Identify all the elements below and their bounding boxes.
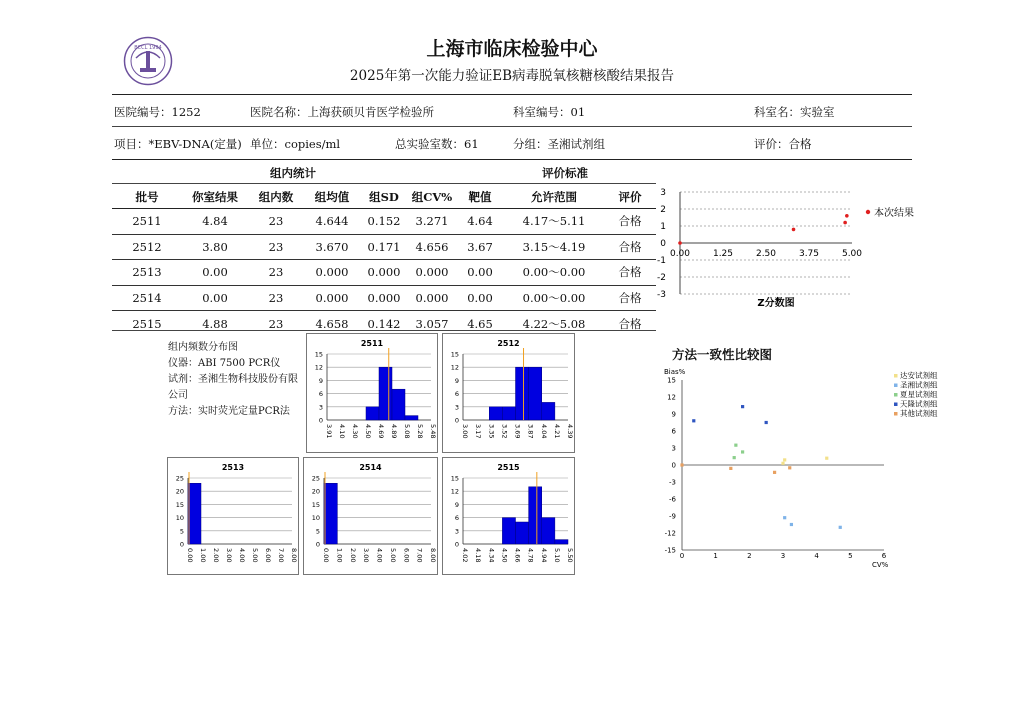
method-x-tick: 2 [747,552,752,560]
hist-x-tick: 0.00 [186,548,194,563]
hist-y-tick: 3 [318,403,323,412]
hist-x-tick: 3.87 [526,424,535,439]
hist-y-tick: 9 [454,376,459,385]
hist-x-tick: 8.00 [429,548,437,563]
hist-x-tick: 3.00 [225,548,233,563]
hist-y-tick: 15 [450,474,459,483]
col-group-mean: 组均值 [314,190,350,204]
hist-x-tick: 4.18 [474,548,483,563]
z-y-tick: -3 [657,290,666,300]
hist-x-tick: 5.50 [566,548,574,563]
hist-y-tick: 15 [175,500,184,509]
table-row [112,234,656,260]
method-y-tick: -9 [669,512,676,521]
hist-x-tick: 5.10 [552,548,561,563]
method-point [733,456,736,459]
cell: 0.00～0.00 [504,260,604,286]
cell: 4.65 [467,316,493,331]
hist-x-tick: 4.04 [539,424,548,439]
hist-y-tick: 6 [454,514,459,523]
z-y-tick: -1 [657,256,666,266]
method-point [839,526,842,529]
cell: 23 [248,209,304,235]
col-range: 允许范围 [531,190,577,204]
hist-y-tick: 3 [454,527,459,536]
cell: 23 [248,234,304,260]
hist-y-tick: 6 [454,390,459,399]
hist-x-tick: 4.00 [375,548,384,563]
z-y-tick: 3 [660,188,666,198]
cell: 合格 [604,234,656,260]
center-name: 上海市临床检验中心 [426,38,598,60]
hist-title: 2515 [497,463,520,472]
z-point [845,214,849,218]
method-point [741,405,744,408]
results-table [112,186,656,336]
hist-x-tick: 4.21 [552,424,561,439]
method-legend-label: 其他试剂组 [900,409,938,418]
method-point [783,458,786,461]
z-point [792,228,796,232]
cell: 2512 [112,234,182,260]
hist-y-tick: 20 [311,487,320,496]
hist-x-tick: 6.00 [264,548,272,563]
cell: 23 [248,285,304,311]
hist-x-tick: 5.48 [429,424,437,439]
hist-y-tick: 10 [311,514,320,523]
cell: 0.00～0.00 [504,285,604,311]
z-y-tick: 0 [660,239,666,249]
dept-name: 科室名：实验室 [754,105,835,119]
dept-code: 科室编号：01 [513,105,586,119]
cell: 3.057 [415,316,449,331]
method-y-tick: -15 [664,546,676,555]
col-your-result: 你室结果 [192,190,238,204]
hist-y-tick: 0 [318,416,323,425]
hist-x-tick: 5.28 [416,424,424,439]
method-point [788,466,791,469]
cell: 0.000 [408,260,456,286]
cell: 0.00 [456,260,504,286]
cell: 3.670 [304,234,360,260]
hist-bar [489,407,502,420]
hist-y-tick: 6 [318,390,323,399]
hist-y-tick: 12 [314,363,323,372]
z-legend-label: 本次结果 [874,208,914,219]
hist-bar [516,367,529,420]
cell: 4.22～5.08 [522,316,586,331]
hist-x-tick: 3.17 [474,424,483,439]
method-legend-marker [894,403,898,407]
hist-y-tick: 15 [311,500,320,509]
hist-x-tick: 4.10 [338,424,346,439]
col-group-count: 组内数 [258,190,294,204]
z-y-tick: 1 [660,222,666,232]
cell: 4.656 [408,234,456,260]
hist-x-tick: 3.35 [487,424,496,439]
evaluation-label: 评价：合格 [754,137,812,151]
cell: 2513 [112,260,182,286]
method-y-tick: 0 [671,461,676,470]
hist-x-tick: 3.52 [500,424,509,439]
hist-x-tick: 4.34 [487,548,496,563]
z-x-tick: 1.25 [712,249,734,259]
cell: 23 [268,316,284,331]
method-x-tick: 6 [881,552,887,560]
method-x-tick: 1 [713,552,718,560]
hist-y-tick: 25 [311,474,320,483]
hist-y-tick: 15 [450,350,459,359]
hist-bar [516,522,529,544]
item-name: 项目：*EBV-DNA(定量) [114,137,242,151]
cell: 0.000 [304,285,360,311]
hist-y-tick: 15 [314,350,323,359]
cell: 合格 [604,209,656,235]
hist-x-tick: 4.50 [500,548,509,563]
z-score-chart [654,184,914,314]
hospital-code: 医院编号：1252 [114,105,201,119]
hist-x-tick: 4.39 [566,424,574,439]
method-point [790,523,793,526]
hist-bar [529,367,542,420]
hist-bar [542,518,555,544]
method-point [692,419,695,422]
group-label: 分组：圣湘试剂组 [513,137,605,151]
cell: 0.00 [182,285,248,311]
method-legend-label: 夏星试剂组 [900,390,938,399]
hist-x-tick: 2.00 [212,548,220,563]
hist-bar [529,487,542,544]
method-x-tick: 4 [814,552,819,560]
divider-info [112,126,912,127]
method-point [783,516,786,519]
hist-x-tick: 4.66 [513,548,522,563]
method-y-tick: 12 [667,393,676,402]
z-legend-marker [866,210,870,214]
hist-x-tick: 3.00 [461,424,469,439]
method-y-tick: 15 [667,376,676,385]
method-point [765,421,768,424]
method-y-tick: -6 [669,495,676,504]
col-batch: 批号 [135,190,159,204]
cell: 3.67 [456,234,504,260]
z-x-tick: 0.00 [669,249,691,259]
method-y-tick: 6 [671,427,676,436]
group-stats-header: 组内统计 [270,166,316,180]
hist-x-tick: 3.69 [513,424,522,439]
cell: 0.000 [360,260,408,286]
hist-bar [188,483,201,544]
method-legend-label: 达安试剂组 [900,371,938,380]
hist-y-tick: 5 [179,527,184,536]
hist-y-tick: 25 [175,474,184,483]
hist-x-tick: 4.78 [526,548,535,563]
col-eval: 评价 [618,190,642,204]
freq-reagent-cont: 公司 [168,390,188,401]
table-row [112,209,656,235]
col-target: 靶值 [468,190,492,204]
method-y-tick: -3 [669,478,676,487]
table-row [112,260,656,286]
method-y-tick: -12 [664,529,676,538]
method-legend-label: 天隆试剂组 [900,399,938,409]
method-legend-marker [894,374,898,378]
hist-title: 2513 [221,463,245,472]
method-y-tick: 9 [671,410,676,419]
method-point [773,471,776,474]
cell: 0.142 [367,316,401,331]
cell: 3.15～4.19 [504,234,604,260]
hist-x-tick: 4.94 [539,548,548,563]
cell: 0.000 [360,285,408,311]
hist-y-tick: 0 [454,416,459,425]
hist-bar [542,402,555,420]
method-point [741,450,744,453]
cell: 3.80 [182,234,248,260]
hist-bar [405,416,418,420]
cell: 2515 [132,316,162,331]
hist-bar [555,540,568,544]
divider-table-top [112,159,912,160]
hist-x-tick: 4.30 [351,424,359,439]
histogram-panel-2513 [167,457,299,575]
hist-x-tick: 0.00 [322,548,330,563]
method-x-tick: 0 [679,552,685,560]
method-chart-title: 方法一致性比较图 [672,347,773,362]
logo-text: BCCL 1994 [134,45,162,51]
hist-y-tick: 0 [454,540,459,549]
hist-x-tick: 6.00 [402,548,411,563]
histogram-panel-2512 [442,333,575,453]
cell: 0.171 [360,234,408,260]
method-legend-marker [894,412,898,416]
histogram-panel-2511 [306,333,438,453]
hist-y-tick: 12 [450,487,459,496]
table-row [112,285,656,311]
hist-title: 2511 [360,339,384,348]
z-x-tick: 2.50 [755,249,777,259]
cell: 合格 [604,260,656,286]
hist-bar [324,483,337,544]
z-y-tick: -2 [657,273,666,283]
hist-y-tick: 0 [315,540,320,549]
z-x-tick: 3.75 [798,249,820,259]
cell: 2514 [112,285,182,311]
hist-y-tick: 12 [450,363,459,372]
z-y-tick: 2 [660,205,666,215]
cell: 4.84 [182,209,248,235]
method-y-tick: 3 [671,444,676,453]
col-group-sd: 组SD [369,190,399,204]
freq-title: 组内频数分布图 [168,342,238,353]
hist-x-tick: 1.00 [335,548,344,563]
hist-x-tick: 4.69 [377,424,385,439]
hist-x-tick: 8.00 [290,548,298,563]
method-legend-marker [894,384,898,388]
divider-subheader [112,183,656,184]
hist-bar [502,518,515,544]
freq-reagent: 试剂：圣湘生物科技股份有限 [168,374,298,385]
cell: 0.000 [304,260,360,286]
cell: 0.000 [408,285,456,311]
cell: 4.658 [315,316,349,331]
hist-x-tick: 7.00 [415,548,424,563]
cell: 4.17～5.11 [504,209,604,235]
histogram-panel-2514 [303,457,438,575]
hist-y-tick: 9 [318,376,323,385]
method-y-label: Bias% [664,368,686,376]
method-x-tick: 3 [780,552,786,560]
hist-y-tick: 10 [175,514,184,523]
hist-x-tick: 7.00 [277,548,285,563]
hist-x-tick: 4.00 [238,548,246,563]
hist-x-tick: 5.08 [403,424,411,439]
hist-title: 2512 [497,339,520,348]
cell: 2511 [112,209,182,235]
method-x-tick: 5 [848,552,853,560]
divider-table-bottom [112,330,656,331]
method-point [734,444,737,447]
col-group-cv: 组CV% [411,190,453,204]
cell: 0.00 [456,285,504,311]
method-point [680,463,683,466]
method-point [825,457,828,460]
method-legend-label: 圣湘试剂组 [900,380,938,390]
cell: 0.00 [182,260,248,286]
hist-x-tick: 2.00 [348,548,357,563]
cell: 4.644 [304,209,360,235]
cell: 合格 [604,285,656,311]
hist-y-tick: 0 [179,540,184,549]
histogram-panel-2515 [442,457,575,575]
method-legend-marker [894,393,898,397]
method-x-label: CV% [872,561,889,569]
hist-x-tick: 3.00 [362,548,371,563]
hist-bar [502,407,515,420]
cell: 0.152 [360,209,408,235]
hist-x-tick: 4.89 [390,424,398,439]
hist-bar [366,407,379,420]
method-point [729,467,732,470]
hist-x-tick: 3.91 [325,424,333,439]
method-comparison-chart [660,366,950,571]
hist-title: 2514 [359,463,382,472]
report-title: 2025年第一次能力验证EB病毒脱氧核糖核酸结果报告 [349,68,675,84]
cell: 4.88 [202,316,228,331]
cell: 4.64 [456,209,504,235]
hist-x-tick: 5.00 [388,548,397,563]
z-point [678,241,682,245]
z-chart-title: Z分数图 [757,298,795,309]
total-labs: 总实验室数：61 [395,137,479,151]
hist-y-tick: 5 [315,527,320,536]
criteria-header: 评价标准 [542,166,588,180]
hist-y-tick: 3 [454,403,459,412]
cell: 合格 [618,316,642,331]
hist-x-tick: 5.00 [251,548,259,563]
hist-y-tick: 20 [175,487,184,496]
method-point [781,462,784,465]
hist-x-tick: 4.02 [461,548,469,563]
hist-y-tick: 9 [454,500,459,509]
freq-method: 方法：实时荧光定量PCR法 [168,406,290,417]
cell: 3.271 [408,209,456,235]
unit-label: 单位：copies/ml [250,137,341,151]
freq-instrument: 仪器：ABI 7500 PCR仪 [168,358,281,369]
hist-bar [379,367,392,420]
z-x-tick: 5.00 [841,249,863,259]
hist-bar [392,389,405,420]
hospital-name: 医院名称：上海获硕贝肯医学检验所 [250,105,434,119]
hist-x-tick: 1.00 [199,548,207,563]
hist-x-tick: 4.50 [364,424,372,439]
z-point [843,221,847,225]
divider-top [112,94,912,95]
cell: 23 [248,260,304,286]
